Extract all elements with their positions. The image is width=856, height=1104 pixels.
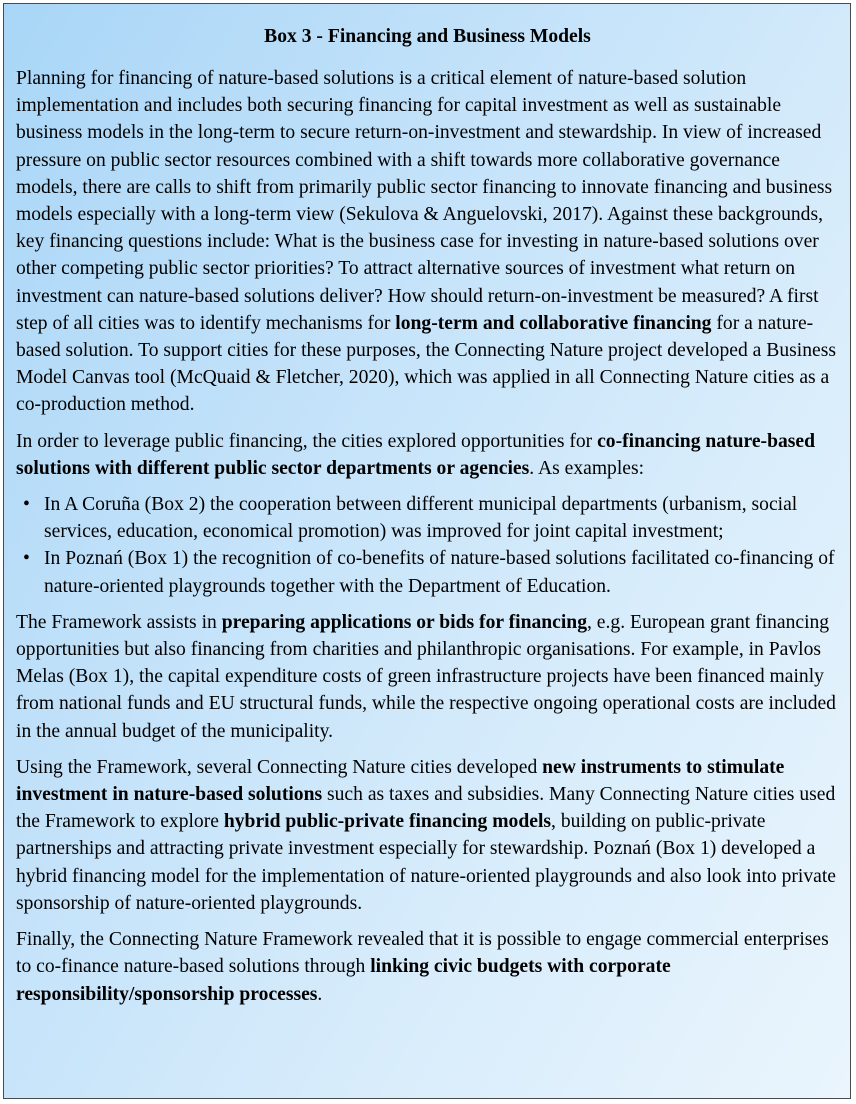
bullet-icon: • [23,494,30,516]
paragraph-intro-end: for a nature-based solution. To support cities for these purposes, the Connecting Nature project developed a Business Model Canvas tool (McQuaid & Fletcher, 2020), which was applied in all Connecting Nature cities as a co-production method. [16,312,836,416]
paragraph-applications-text: The Framework assists in [16,611,222,633]
paragraph-intro-text: Planning for financing of nature-based solutions is a critical element of nature-based solution implementation and includes both securing financing for capital investment as well as sustainable business models in the long-term to secure return-on-investment and stewardship. In view of increased pressure on public sector resources combined with a shift towards more collaborative governance models, there are calls to shift from primarily public sector financing to innovate financing and business models especially with a long-term view (Sekulova & Anguelovski, 2017). Against these backgrounds, key financing questions include: What is the business case for investing in nature-based solutions over other competing public sector priorities? To attract alternative sources of investment what return on investment can nature-based solutions deliver? How should return-on-investment be measured? A first step of all cities was to identify mechanisms for [16,68,833,334]
paragraph-cofinancing-text: In order to leverage public financing, the cities explored opportunities for [16,430,598,452]
paragraph-instruments-bold-2: hybrid public-private financing models [223,811,552,833]
box-title: Box 3 - Financing and Business Models [264,26,591,47]
paragraph-intro-bold: long-term and collaborative financing [395,312,712,334]
paragraph-cofinancing-end: . As examples: [529,457,645,479]
list-item-text: In A Coruña (Box 2) the cooperation between different municipal departments (urbanism, social services, education, economical promotion) was improved for joint capital investment; [44,494,798,543]
list-item [16,491,839,545]
paragraph-instruments-end: , building on public-private partnerships and attracting private investment especially for stewardship. Poznań (Box 1) developed a hybrid financing model for the implementation of nature-oriented playgrounds and also look into private sponsorship of nature-oriented playgrounds. [16,811,837,914]
paragraph-intro [16,65,839,419]
paragraph-commercial-end: . [317,983,323,1005]
paragraph-applications-end: , e.g. European grant financing opportunities but also financing from charities and philanthropic organisations. For example, in Pavlos Melas (Box 1), the capital expenditure costs of green infrastructure projects have been financed mainly from national funds and EU structural funds, while the respective ongoing operational costs are included in the annual budget of the municipality. [16,611,836,742]
paragraph-instruments-text: Using the Framework, several Connecting Nature cities developed [16,756,543,778]
paragraph-instruments-mid: such as taxes and subsidies. Many Connecting Nature cities used the Framework to explore [16,784,836,833]
paragraph-commercial-bold: linking civic budgets with corporate responsibility/sponsorship processes [16,956,671,1005]
paragraph-cofinancing [16,428,839,482]
list-item-text: In Poznań (Box 1) the recognition of co-benefits of nature-based solutions facilitated co-financing of nature-oriented playgrounds together with the Department of Education. [44,548,835,597]
paragraph-commercial [16,926,839,1008]
paragraph-cofinancing-bold: co-financing nature-based solutions with different public sector departments or agencies [16,430,815,479]
list-item [16,545,839,599]
paragraph-applications-bold: preparing applications or bids for financing [221,611,587,633]
paragraph-applications [16,609,839,745]
financing-box [3,3,851,1099]
paragraph-instruments-bold-1: new instruments to stimulate investment in nature-based solutions [16,756,785,806]
paragraph-instruments [16,754,839,917]
paragraph-commercial-text: Finally, the Connecting Nature Framework revealed that it is possible to engage commercial enterprises to co-finance nature-based solutions through [16,929,829,978]
examples-list [16,491,839,600]
bullet-icon: • [23,548,30,570]
